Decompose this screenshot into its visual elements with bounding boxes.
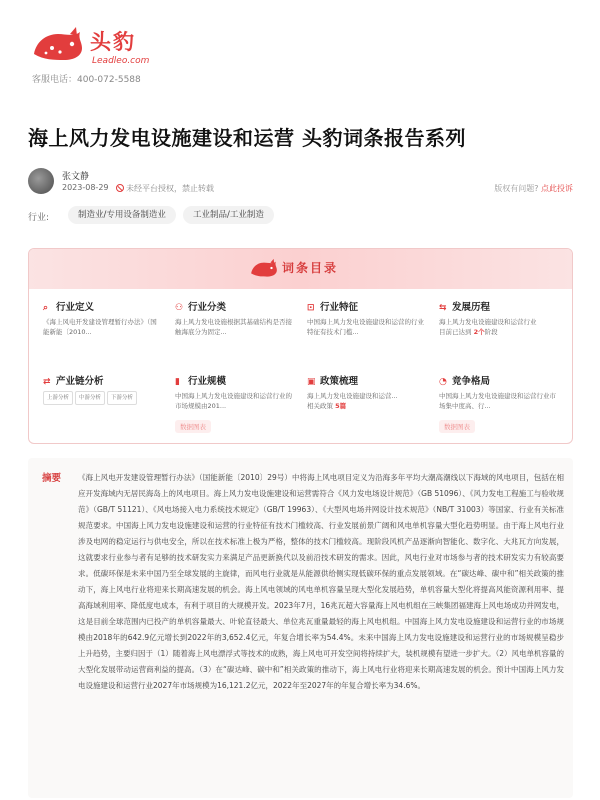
toc-item-definition[interactable] xyxy=(43,299,168,369)
search-icon: ⌕ xyxy=(43,303,49,313)
toc-item-desc xyxy=(439,317,559,337)
toc-item-title: 产业链分析 xyxy=(56,376,104,387)
toc-item-desc: 中国海上风力发电设施建设和运营行业的市场规模由201... xyxy=(175,392,292,410)
leopard-logo-icon xyxy=(249,255,279,281)
industry-tag[interactable]: 工业制品/工业制造 xyxy=(183,206,274,224)
history-icon: ⇆ xyxy=(439,303,447,313)
policy-icon: ▣ xyxy=(307,377,316,387)
toc-item-competition[interactable] xyxy=(439,373,564,443)
no-reprint-notice xyxy=(116,183,214,194)
toc-item-title: 行业分类 xyxy=(188,302,227,313)
toc-item-features[interactable] xyxy=(307,299,432,369)
bar-chart-icon: ▮ xyxy=(175,377,180,387)
toc-item-title: 竞争格局 xyxy=(452,376,491,387)
toc-item-desc: 《海上风电开发建设管理暂行办法》（国能新能〔2010... xyxy=(43,318,157,336)
network-icon: ⚇ xyxy=(175,303,184,313)
summary-label: 摘要 xyxy=(42,473,62,484)
toc-item-classification[interactable] xyxy=(175,299,300,369)
no-reprint-text: 未经平台授权，禁止转载 xyxy=(126,184,214,193)
service-phone: 客服电话：400-072-5588 xyxy=(32,75,141,85)
data-chart-badge: 数据图表 xyxy=(439,420,475,433)
toc-item-desc: 海上风力发电设施根据其基础结构是否接触海底分为固定... xyxy=(175,318,292,336)
toc-item-chain[interactable] xyxy=(43,373,168,443)
midstream-tag[interactable]: 中游分析 xyxy=(75,391,105,405)
stage-count: 2个 xyxy=(473,328,485,336)
data-chart-badge: 数据图表 xyxy=(175,420,211,433)
toc-item-title: 行业定义 xyxy=(56,302,95,313)
leopard-logo-icon xyxy=(30,24,86,64)
toc-item-history[interactable] xyxy=(439,299,564,369)
downstream-tag[interactable]: 下游分析 xyxy=(107,391,137,405)
logo-text-en: Leadleo.com xyxy=(92,56,150,66)
toc-title: 词条目录 xyxy=(282,261,339,275)
summary-text: 《海上风电开发建设管理暂行办法》（国能新能〔2010〕29号）中将海上风电项目定义为沿海多年平均大潮高潮线以下海域的风电项目，包括在相应开发海域内无居民海岛上的风电项目。海上风力发电设施建设和运营需符合《风力发电场设计规范》（GB 51096）、《风力发电工程施工与验收规范》（GB/T 51121）、《风电场接入电力系统技术规定》（GB/T 19963）、《大型风电场并网设计技术规范》（NB/T 31003）等国家、行业有关标准规范要求。中国海上风力发电设施建设和运营的行业特征有技术门槛较高、行业发展前景广阔和风电单机容量大型化趋势明显。由于海上风电行业涉及电网的稳定运行与供电安全，所以在技术标准上极为严格，整体的技术门槛较高。现阶段风机产品逐渐向智能化、数字化、大兆瓦方向发展，这就要求行业参与者有足够的技术研发实力来满足产品更新换代以及前沿技术研发的需求。因此，风电行业对市场参与者的技术研发实力有较高要求。低碳环保是未来中国乃至全球发展的主旋律，而风电行业就是从能源供给侧实现低碳环保的重点发展领域。在“碳达峰、碳中和”相关政策的推动下，海上风电行业将迎来长期高速发展的机会。海上风电领域的风电单机容量呈现大型化发展趋势，单机容量大型化将提高风能资源利用率、提高海域利用率、降低度电成本，有利于项目的大规模开发。2023年7月，16兆瓦超大容量海上风电机组在三峡集团福建海上风电场成功并网发电，这是目前全球范围内已投产的单机容量最大、叶轮直径最大、单位兆瓦重量最轻的海上风电机组。中国海上风力发电设施建设和运营行业的市场规模由2018年的642.9亿元增长到2022年的3,652.4亿元，年复合增长率为54.4%。未来中国海上风力发电设施建设和运营行业的市场规模呈稳步上升趋势，主要归因于（1）随着海上风电漂浮式等技术的成熟，海上风电可开发空间将持续扩大，装机规模有望进一步扩大。（2）风电单机容量的大型化发展带动运营商利益的提高。（3）在“碳达峰、碳中和”相关政策的推动下，海上风电行业将迎来长期高速发展的机会。预计中国海上风力发电设施建设和运营行业2027年市场规模为16,121.2亿元，2022年至2027年的年复合增长率为34.6%。 xyxy=(78,473,564,690)
leadleo-logo[interactable] xyxy=(30,22,150,72)
policy-count: 5篇 xyxy=(335,402,347,410)
header xyxy=(30,22,570,92)
toc-item-desc xyxy=(307,391,427,411)
copyright-notice xyxy=(494,183,573,194)
upstream-tag[interactable]: 上游分析 xyxy=(43,391,73,405)
author-row xyxy=(28,168,573,198)
report-link[interactable]: 点此投诉 xyxy=(541,184,573,193)
toc-item-policy[interactable] xyxy=(307,373,432,443)
stage-count-prefix: 目前已达到 xyxy=(439,328,472,336)
summary-section xyxy=(28,458,573,798)
pie-chart-icon: ◔ xyxy=(439,377,447,387)
toc-item-title: 行业特征 xyxy=(320,302,359,313)
toc-panel xyxy=(28,248,573,444)
toc-item-desc-text: 海上风力发电设施建设和运营... xyxy=(307,392,398,400)
toc-header xyxy=(29,249,572,289)
industry-tag[interactable]: 制造业/专用设备制造业 xyxy=(68,206,176,224)
stage-count-suffix: 阶段 xyxy=(484,328,498,336)
toc-item-desc-text: 海上风力发电设施建设和运营行业 xyxy=(439,318,537,326)
author-name[interactable]: 张文静 xyxy=(62,172,90,182)
avatar[interactable] xyxy=(28,168,54,194)
policy-count-prefix: 相关政策 xyxy=(307,402,333,410)
toc-item-scale[interactable] xyxy=(175,373,300,443)
toc-item-desc: 中国海上风力发电设施建设和运营的行业特征有技术门槛... xyxy=(307,318,424,336)
industry-tags xyxy=(28,206,573,226)
toc-item-title: 行业规模 xyxy=(188,376,227,387)
toc-item-tags xyxy=(43,391,163,405)
forbidden-icon xyxy=(116,184,124,192)
chain-icon: ⇄ xyxy=(43,377,51,387)
toc-item-desc: 中国海上风力发电设施建设和运营行业市场集中度高、行... xyxy=(439,392,556,410)
industry-label: 行业: xyxy=(28,213,50,223)
feature-icon: ⊡ xyxy=(307,303,315,313)
copyright-question: 版权有问题? xyxy=(494,184,539,193)
toc-item-title: 发展历程 xyxy=(452,302,491,313)
logo-text-cn: 头豹 xyxy=(90,30,136,54)
toc-item-title: 政策梳理 xyxy=(320,376,359,387)
publish-date: 2023-08-29 xyxy=(62,183,109,192)
page-title: 海上风力发电设施建设和运营 头豹词条报告系列 xyxy=(28,126,466,150)
